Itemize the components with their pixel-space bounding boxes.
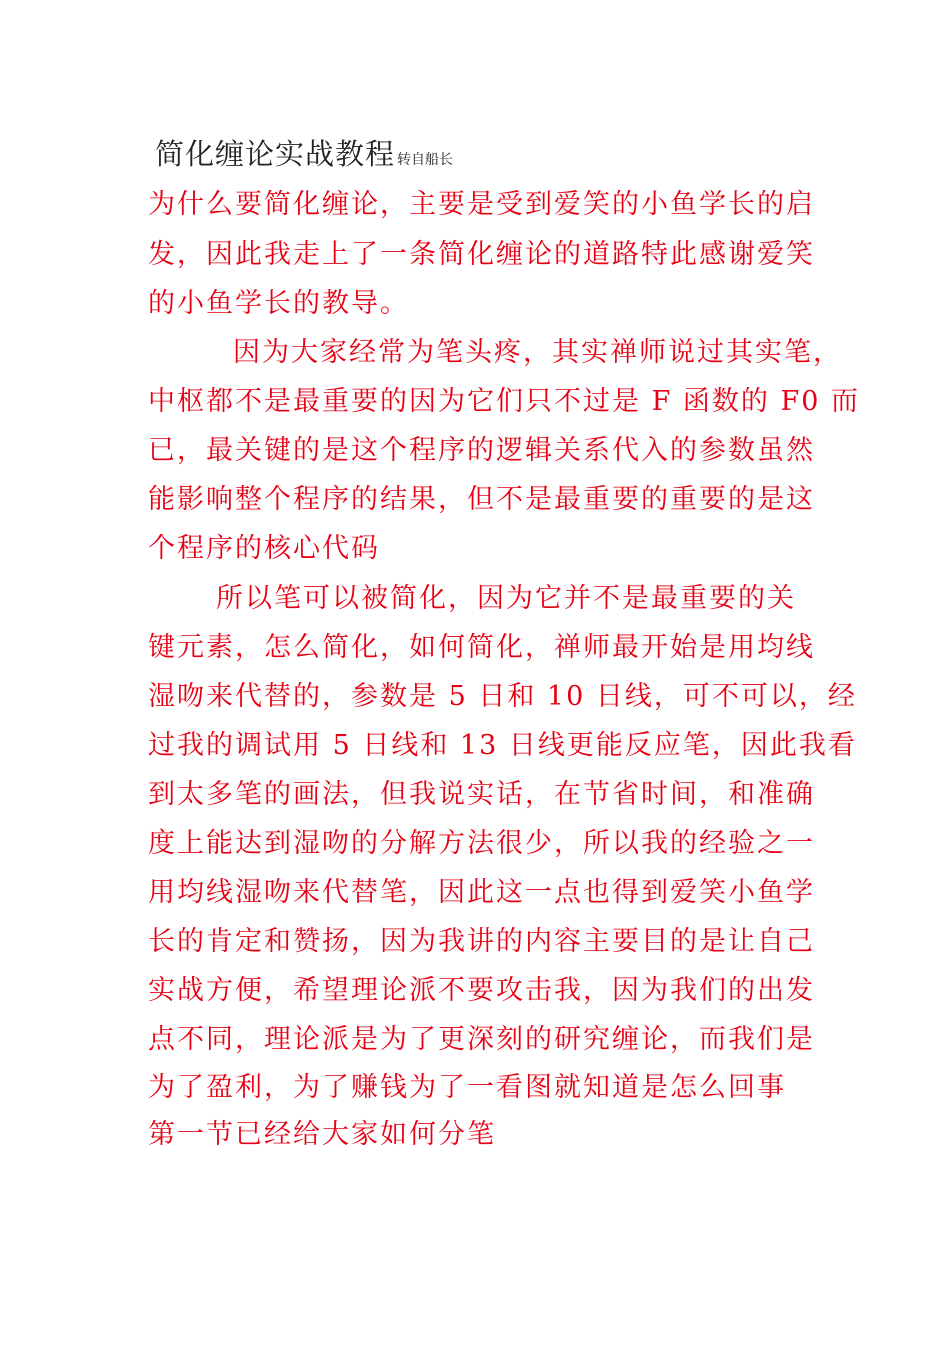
- title-main: 简化缠论实战教程: [155, 137, 396, 171]
- paragraph-3-line-10: 点不同，理论派是为了更深刻的研究缠论，而我们是: [148, 1024, 815, 1055]
- paragraph-2-line-2: 中枢都不是最重要的因为它们只不过是 F 函数的 F0 而: [148, 386, 860, 417]
- paragraph-2-line-4: 能影响整个程序的结果，但不是最重要的重要的是这: [148, 484, 815, 515]
- title-source-note: 转自船长: [397, 152, 454, 168]
- document-title: [155, 132, 453, 173]
- paragraph-3-line-9: 实战方便，希望理论派不要攻击我，因为我们的出发: [148, 975, 815, 1006]
- paragraph-2-line-3: 已，最关键的是这个程序的逻辑关系代入的参数虽然: [148, 435, 815, 466]
- paragraph-3-line-11: 为了盈利，为了赚钱为了一看图就知道是怎么回事: [148, 1072, 786, 1103]
- paragraph-3-line-1: 所以笔可以被简化，因为它并不是最重要的关: [216, 583, 796, 614]
- paragraph-4-line-1: 第一节已经给大家如何分笔: [148, 1119, 496, 1150]
- paragraph-2-line-5: 个程序的核心代码: [148, 533, 380, 564]
- paragraph-1-line-1: 为什么要简化缠论，主要是受到爱笑的小鱼学长的启: [148, 189, 815, 220]
- paragraph-3-line-6: 度上能达到湿吻的分解方法很少，所以我的经验之一: [148, 828, 815, 859]
- paragraph-3-line-5: 到太多笔的画法，但我说实话，在节省时间，和准确: [148, 779, 815, 810]
- paragraph-3-line-8: 长的肯定和赞扬，因为我讲的内容主要目的是让自己: [148, 926, 815, 957]
- paragraph-2-line-1: 因为大家经常为笔头疼，其实禅师说过其实笔，: [233, 337, 842, 368]
- paragraph-3-line-4: 过我的调试用 5 日线和 13 日线更能反应笔，因此我看: [148, 730, 857, 761]
- paragraph-3-line-7: 用均线湿吻来代替笔，因此这一点也得到爱笑小鱼学: [148, 877, 815, 908]
- paragraph-3-line-3: 湿吻来代替的，参数是 5 日和 10 日线，可不可以，经: [148, 681, 857, 712]
- paragraph-1-line-2: 发，因此我走上了一条简化缠论的道路特此感谢爱笑: [148, 239, 815, 270]
- paragraph-1-line-3: 的小鱼学长的教导。: [148, 288, 409, 319]
- paragraph-3-line-2: 键元素，怎么简化，如何简化，禅师最开始是用均线: [148, 632, 815, 663]
